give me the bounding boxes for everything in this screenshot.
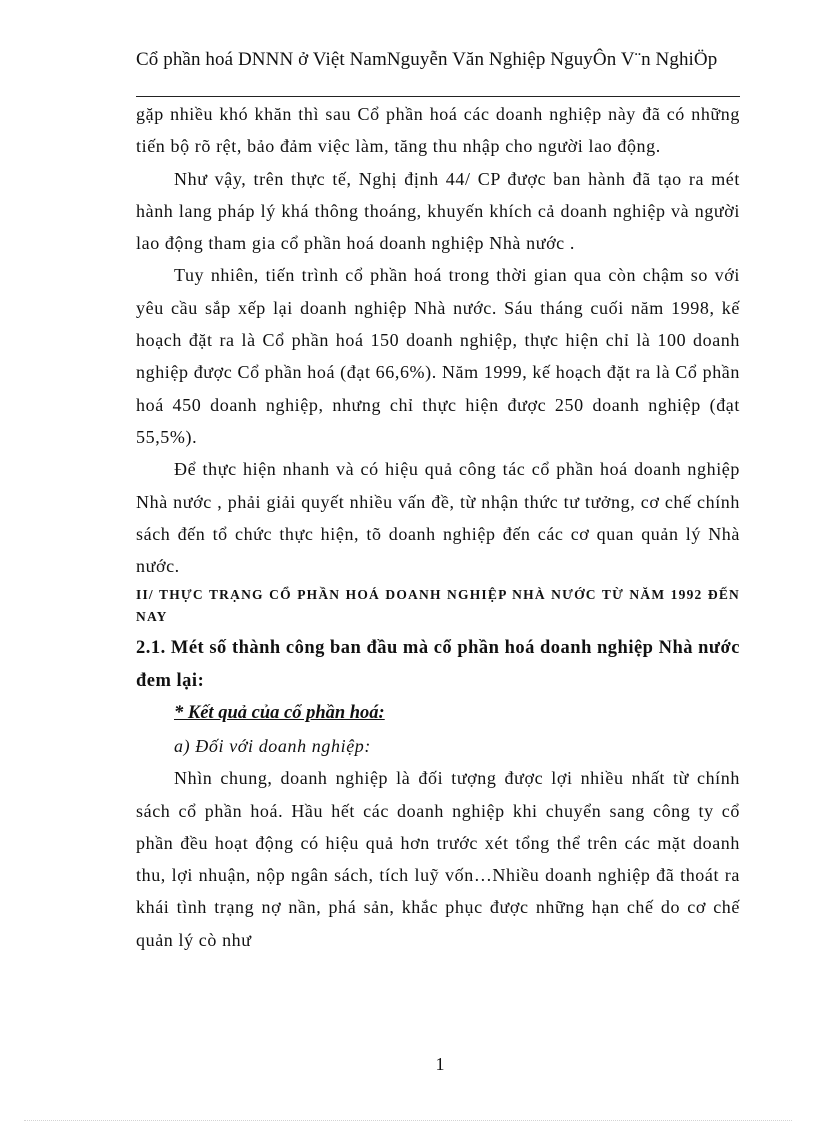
paragraph-continuation: gặp nhiều khó khăn thì sau Cổ phần hoá các doanh nghiệp này đã có những tiến bộ rõ rệt, bảo đảm việc làm, tăng thu nhập cho người lao động. — [136, 104, 740, 157]
page-header: Cổ phần hoá DNNN ở Việt NamNguyễn Văn Nghiệp NguyÔn V¨n NghiÖp — [136, 49, 718, 70]
header-divider — [136, 96, 740, 97]
paragraph-progress: Tuy nhiên, tiến trình cổ phần hoá trong thời gian qua còn chậm so với yêu cầu sắp xếp lại doanh nghiệp Nhà nước. Sáu tháng cuối năm 1998, kế hoạch đặt ra là Cổ phần hoá 150 doanh nghiệp, thực hiện chỉ là 100 doanh nghiệp được Cổ phần hoá (đạt 66,6%). Năm 1999, kế hoạch đặt ra là Cổ phần hoá 450 doanh nghiệp, nhưng chỉ thực hiện được 250 doanh nghiệp (đạt 55,5%). — [136, 265, 740, 447]
results-heading-text: * Kết quả của cổ phần hoá: — [174, 703, 385, 724]
paragraph-enterprise-benefits: Nhìn chung, doanh nghiệp là đối tượng được lợi nhiều nhất từ chính sách cổ phần hoá. Hầu hết các doanh nghiệp khi chuyển sang công ty cổ phần đều hoạt động có hiệu quả hơn trước xét tổng thể trên các mặt doanh thu, lợi nhuận, nộp ngân sách, tích luỹ vốn…Nhiều doanh nghiệp đã thoát ra khái tình trạng nợ nần, phá sản, khắc phục được những hạn chế do cơ chế quản lý cò như — [136, 768, 740, 950]
paragraph-decree-44: Như vậy, trên thực tế, Nghị định 44/ CP được ban hành đã tạo ra mét hành lang pháp lý khá thông thoáng, khuyến khích cả doanh nghiệp và người lao động tham gia cổ phần hoá doanh nghiệp Nhà nước . — [136, 168, 740, 254]
page-bottom-border — [24, 1120, 792, 1121]
page-number: 1 — [435, 1054, 445, 1074]
section-heading: II/ THỰC TRẠNG CỔ PHẦN HOÁ DOANH NGHIỆP NHÀ NƯỚC TỪ NĂM 1992 ĐẾN NAY — [136, 587, 740, 625]
subsection-heading: 2.1. Mét số thành công ban đầu mà cổ phần hoá doanh nghiệp Nhà nước đem lại: — [136, 638, 740, 691]
paragraph-solutions: Để thực hiện nhanh và có hiệu quả công tác cổ phần hoá doanh nghiệp Nhà nước , phải giải quyết nhiều vấn đề, từ nhận thức tư tưởng, cơ chế chính sách đến tổ chức thực hiện, tõ doanh nghiệp đến các cơ quan quản lý Nhà nước. — [136, 459, 740, 577]
document-body — [136, 98, 740, 956]
results-heading — [136, 697, 740, 730]
sub-heading-enterprises: a) Đối với doanh nghiệp: — [174, 735, 371, 756]
